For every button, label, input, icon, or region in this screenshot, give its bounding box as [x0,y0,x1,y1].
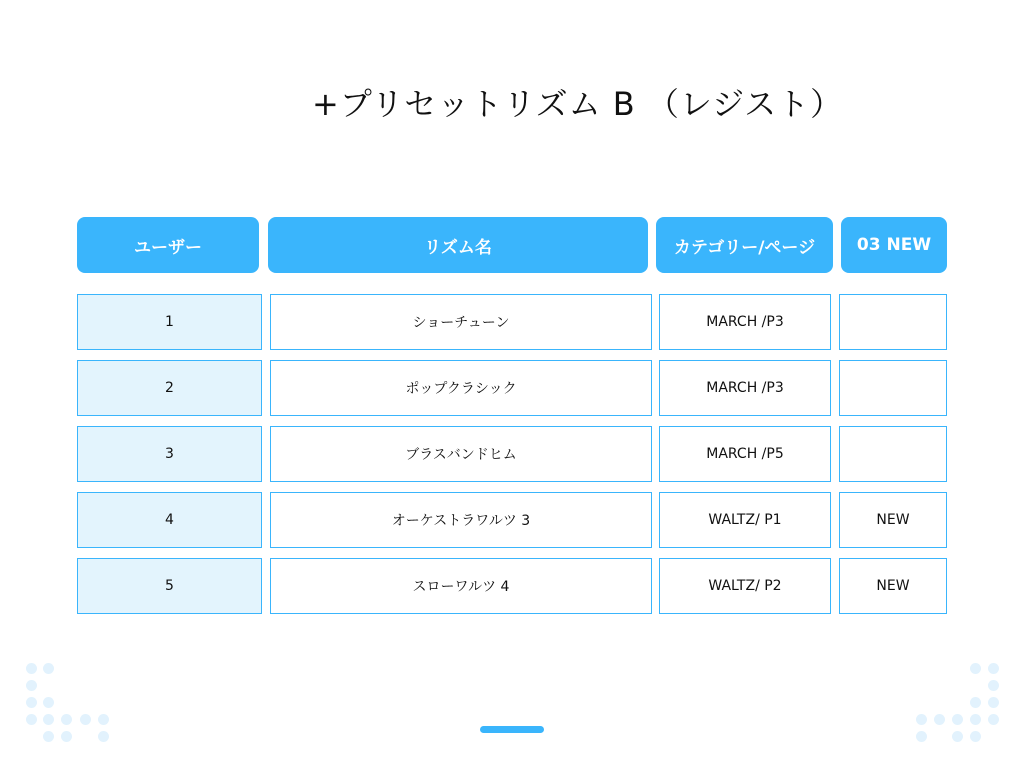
decorative-dot [916,731,927,742]
header-category-page: カテゴリー/ページ [656,217,833,273]
table-cell-user: 2 [77,360,262,416]
decorative-dot [98,714,109,725]
decorative-dot [43,731,54,742]
decorative-dot [970,731,981,742]
decorative-dot [952,731,963,742]
table-cell-new [839,426,947,482]
table-cell-category: WALTZ/ P1 [659,492,831,548]
table-cell-user: 3 [77,426,262,482]
decorative-dot [26,714,37,725]
decorative-dot [970,663,981,674]
decorative-dot [916,714,927,725]
table-cell-category: MARCH /P3 [659,360,831,416]
decorative-dot [26,697,37,708]
table-cell-user: 1 [77,294,262,350]
header-user: ユーザー [77,217,259,273]
decorative-dot [26,680,37,691]
decorative-dot [61,731,72,742]
table-cell-user: 5 [77,558,262,614]
table-cell-new: NEW [839,492,947,548]
page-title: +プリセットリズム B （レジスト） [312,85,844,123]
table-cell-rhythm-name: ショーチューン [270,294,652,350]
table-cell-rhythm-name: オーケストラワルツ 3 [270,492,652,548]
decorative-dot [98,731,109,742]
decorative-dot [970,697,981,708]
header-new: 03 NEW [841,217,947,273]
decorative-dot [952,714,963,725]
table-cell-new [839,294,947,350]
table-cell-category: WALTZ/ P2 [659,558,831,614]
decorative-dot [934,714,945,725]
decorative-dot [43,714,54,725]
table-cell-new: NEW [839,558,947,614]
decorative-dot [26,663,37,674]
table-cell-rhythm-name: スローワルツ 4 [270,558,652,614]
table-cell-new [839,360,947,416]
decorative-dot [988,680,999,691]
table-cell-rhythm-name: ポップクラシック [270,360,652,416]
decorative-dot [988,714,999,725]
table-cell-user: 4 [77,492,262,548]
decorative-dot [61,714,72,725]
header-rhythm-name: リズム名 [268,217,648,273]
table-cell-rhythm-name: ブラスバンドヒム [270,426,652,482]
page-indicator-bar [480,726,544,733]
table-cell-category: MARCH /P5 [659,426,831,482]
decorative-dot [43,697,54,708]
decorative-dot [970,714,981,725]
decorative-dot [43,663,54,674]
table-cell-category: MARCH /P3 [659,294,831,350]
decorative-dot [988,663,999,674]
decorative-dot [988,697,999,708]
decorative-dot [80,714,91,725]
